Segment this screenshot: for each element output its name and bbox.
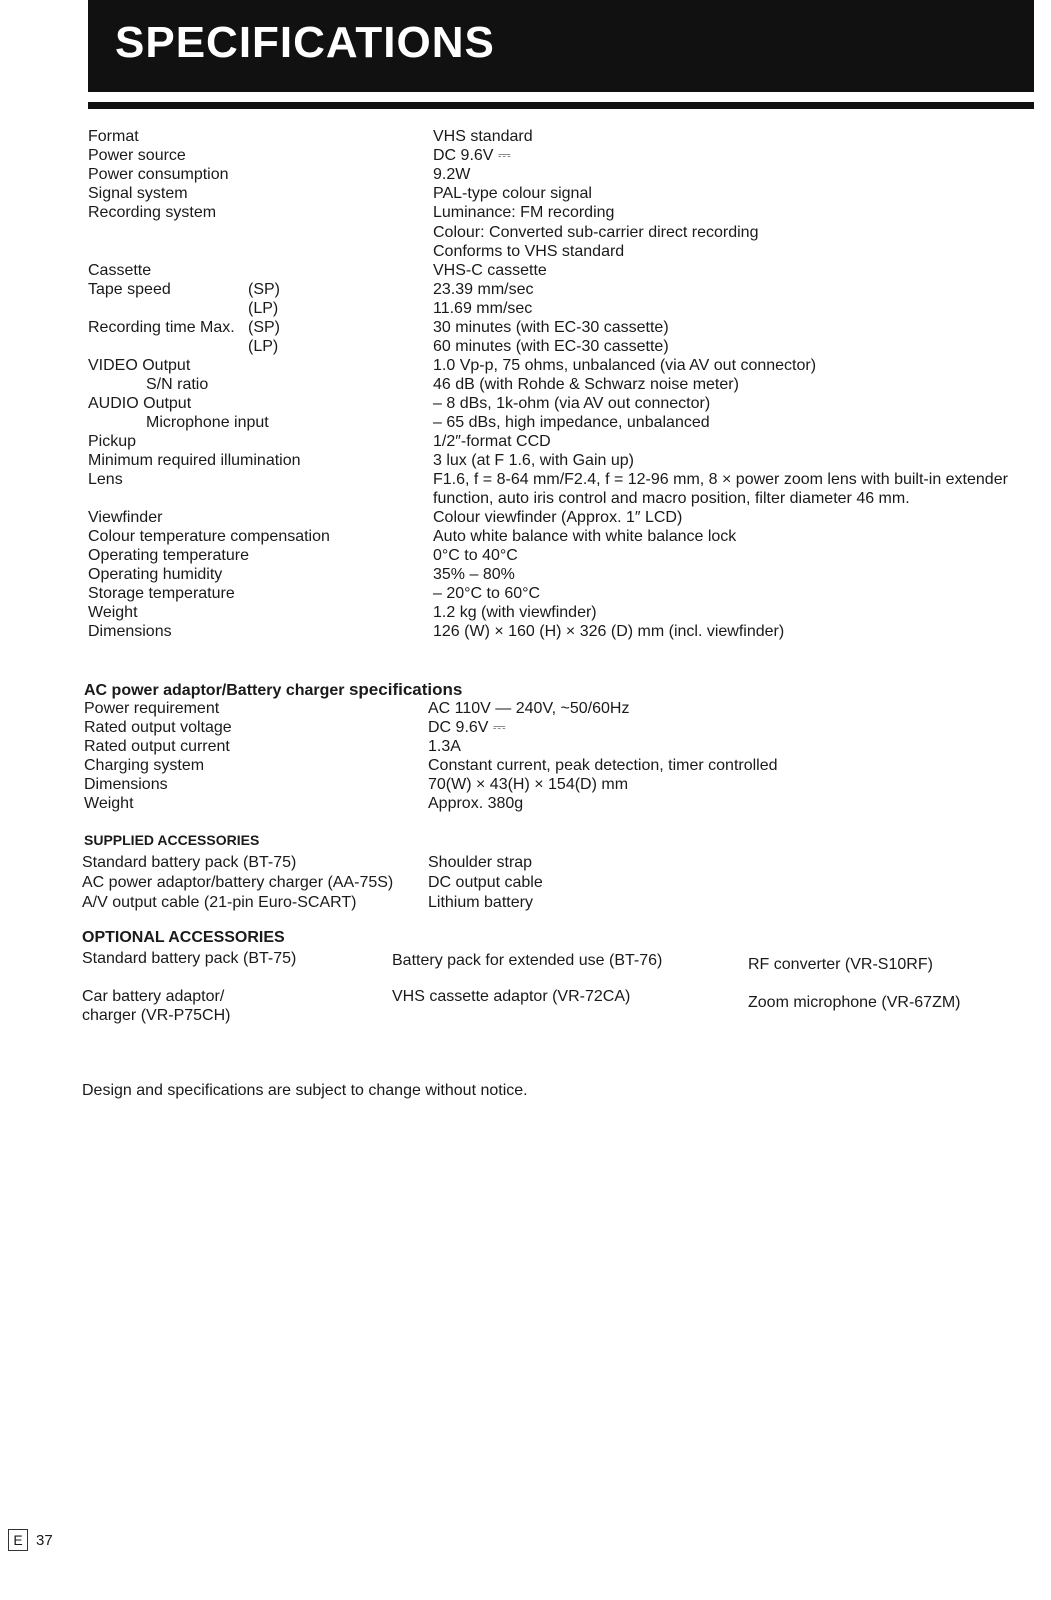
spec-value: – 8 dBs, 1k-ohm (via AV out connector) [433, 395, 711, 412]
ac-row [0, 775, 1051, 795]
spec-param: (SP) [248, 281, 280, 298]
spec-value: 30 minutes (with EC-30 cassette) [433, 319, 669, 336]
spec-row [0, 184, 1051, 204]
ac-label: Power requirement [84, 700, 220, 717]
ac-row [0, 737, 1051, 757]
spec-value: 3 lux (at F 1.6, with Gain up) [433, 452, 634, 469]
ac-label: Rated output voltage [84, 719, 232, 736]
ac-label: Weight [84, 795, 134, 812]
spec-value: PAL-type colour signal [433, 185, 592, 202]
spec-label: Recording system [88, 204, 217, 221]
ac-value: Approx. 380g [428, 795, 524, 812]
spec-param: (SP) [248, 319, 280, 336]
disclaimer-note: Design and specifications are subject to change without notice. [82, 1082, 528, 1099]
spec-value: – 20°C to 60°C [433, 585, 541, 602]
ac-value: 70(W) × 43(H) × 154(D) mm [428, 776, 629, 793]
spec-value: 35% – 80% [433, 566, 515, 583]
spec-row [0, 546, 1051, 566]
spec-value: 23.39 mm/sec [433, 281, 534, 298]
spec-value: 60 minutes (with EC-30 cassette) [433, 338, 669, 355]
spec-label: Weight [88, 604, 138, 621]
ac-label: Dimensions [84, 776, 168, 793]
spec-value: VHS-C cassette [433, 262, 547, 279]
spec-row [0, 470, 1051, 490]
spec-value: F1.6, f = 8-64 mm/F2.4, f = 12-96 mm, 8 × power zoom lens with built-in extender [433, 471, 1008, 488]
page-number: 37 [36, 1531, 53, 1549]
spec-value: function, auto iris control and macro position, filter diameter 46 mm. [433, 490, 910, 507]
spec-label: Power source [88, 147, 186, 164]
spec-value: 126 (W) × 160 (H) × 326 (D) mm (incl. viewfinder) [433, 623, 785, 640]
spec-label: Signal system [88, 185, 188, 202]
spec-label: Cassette [88, 262, 152, 279]
spec-row [0, 565, 1051, 585]
spec-value: Auto white balance with white balance lock [433, 528, 737, 545]
spec-row [0, 299, 1051, 319]
spec-row [0, 603, 1051, 623]
optional-item: Standard battery pack (BT-75) [82, 950, 297, 967]
spec-label: Lens [88, 471, 123, 488]
ac-adaptor-heading [84, 680, 462, 700]
spec-label: AUDIO Output [88, 395, 192, 412]
spec-row [0, 508, 1051, 528]
supplied-item: Shoulder strap [428, 854, 533, 871]
spec-label: Dimensions [88, 623, 172, 640]
spec-value: VHS standard [433, 128, 533, 145]
spec-value: Conforms to VHS standard [433, 243, 625, 260]
page-title: SPECIFICATIONS [115, 18, 495, 67]
optional-item: charger (VR-P75CH) [82, 1007, 231, 1024]
optional-row [0, 1006, 1051, 1026]
spec-value: DC 9.6V ⎓ [433, 147, 511, 164]
ac-adaptor-heading-part2: specifications [348, 680, 463, 699]
spec-row [0, 375, 1051, 395]
optional-item: VHS cassette adaptor (VR-72CA) [392, 988, 631, 1005]
ac-value: Constant current, peak detection, timer controlled [428, 757, 778, 774]
spec-row [0, 356, 1051, 376]
spec-value: 1.2 kg (with viewfinder) [433, 604, 597, 621]
spec-sublabel: Microphone input [146, 414, 269, 431]
spec-row [0, 261, 1051, 281]
spec-label: Format [88, 128, 139, 145]
spec-value: 0°C to 40°C [433, 547, 518, 564]
spec-row [0, 223, 1051, 243]
page-footer [8, 1528, 53, 1552]
supplied-row [0, 853, 1051, 873]
ac-value: DC 9.6V ⎓ [428, 719, 506, 736]
spec-value: 11.69 mm/sec [433, 300, 533, 317]
spec-row [0, 413, 1051, 433]
spec-label: Operating humidity [88, 566, 223, 583]
spec-row [0, 432, 1051, 452]
supplied-item: A/V output cable (21-pin Euro-SCART) [82, 894, 357, 911]
spec-value: Colour: Converted sub-carrier direct recording [433, 224, 759, 241]
ac-adaptor-heading-part1: AC power adaptor/Battery charger [84, 682, 345, 699]
spec-label: Colour temperature compensation [88, 528, 330, 545]
title-rule [88, 102, 1034, 109]
spec-value: Colour viewfinder (Approx. 1″ LCD) [433, 509, 683, 526]
optional-item: Battery pack for extended use (BT-76) [392, 952, 663, 969]
spec-row [0, 337, 1051, 357]
ac-value: 1.3A [428, 738, 461, 755]
optional-row [0, 987, 1051, 1011]
ac-value: AC 110V — 240V, ~50/60Hz [428, 700, 630, 717]
supplied-row [0, 893, 1051, 913]
spec-label: Storage temperature [88, 585, 235, 602]
supplied-heading: SUPPLIED ACCESSORIES [84, 832, 260, 848]
ac-row [0, 794, 1051, 814]
ac-label: Charging system [84, 757, 205, 774]
optional-item: Car battery adaptor/ [82, 988, 225, 1005]
supplied-item: AC power adaptor/battery charger (AA-75S) [82, 874, 394, 891]
spec-label: Minimum required illumination [88, 452, 301, 469]
optional-heading: OPTIONAL ACCESSORIES [82, 929, 285, 946]
spec-row [0, 127, 1051, 147]
spec-row [0, 146, 1051, 166]
spec-row [0, 280, 1051, 300]
spec-row [0, 203, 1051, 223]
optional-row [0, 949, 1051, 973]
supplied-item: Standard battery pack (BT-75) [82, 854, 297, 871]
ac-row [0, 718, 1051, 738]
optional-item: Zoom microphone (VR-67ZM) [748, 994, 961, 1011]
spec-row [0, 394, 1051, 414]
spec-label: Recording time Max. [88, 319, 235, 336]
spec-row [0, 584, 1051, 604]
spec-row [0, 242, 1051, 262]
spec-label: Tape speed [88, 281, 171, 298]
spec-value: Luminance: FM recording [433, 204, 615, 221]
spec-value: 9.2W [433, 166, 471, 183]
spec-row [0, 489, 1051, 509]
spec-param: (LP) [248, 300, 279, 317]
spec-param: (LP) [248, 338, 279, 355]
spec-row [0, 527, 1051, 547]
spec-row [0, 622, 1051, 642]
spec-label: Power consumption [88, 166, 229, 183]
ac-label: Rated output current [84, 738, 230, 755]
spec-row [0, 451, 1051, 471]
spec-value: 46 dB (with Rohde & Schwarz noise meter) [433, 376, 739, 393]
spec-value: 1.0 Vp-p, 75 ohms, unbalanced (via AV out connector) [433, 357, 817, 374]
ac-row [0, 756, 1051, 776]
ac-row [0, 699, 1051, 719]
spec-label: Viewfinder [88, 509, 163, 526]
supplied-row [0, 873, 1051, 893]
spec-label: Operating temperature [88, 547, 249, 564]
optional-item: RF converter (VR-S10RF) [748, 956, 933, 973]
spec-sublabel: S/N ratio [146, 376, 209, 393]
section-letter-box: E [8, 1529, 28, 1551]
spec-value: 1/2″-format CCD [433, 433, 551, 450]
spec-label: VIDEO Output [88, 357, 191, 374]
spec-label: Pickup [88, 433, 137, 450]
supplied-item: DC output cable [428, 874, 543, 891]
spec-value: – 65 dBs, high impedance, unbalanced [433, 414, 710, 431]
spec-row [0, 165, 1051, 185]
spec-row [0, 318, 1051, 338]
supplied-item: Lithium battery [428, 894, 533, 911]
